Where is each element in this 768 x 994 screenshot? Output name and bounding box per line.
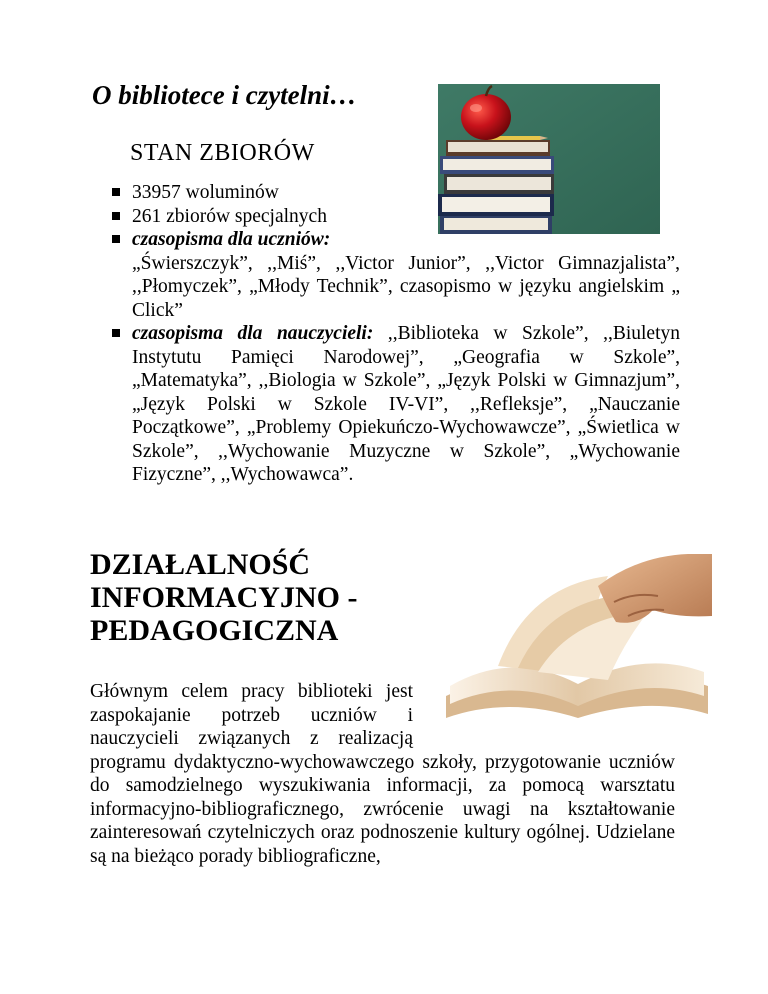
list-item (110, 228, 680, 322)
special-collections-count: 261 zbiorów specjalnych (132, 205, 327, 227)
student-magazines-label: czasopisma dla uczniów: (132, 229, 331, 250)
student-magazines-text: „Świerszczyk”, ,,Miś”, ,,Victor Junior”, ,,Victor Gimnazjalista”, ,,Płomyczek”, „Młody Technik”, czasopismo w języku angielskim „ Click” (132, 252, 680, 321)
page-title: O bibliotece i czytelni… (92, 80, 357, 110)
activity-heading (90, 548, 357, 647)
activity-heading-line: INFORMACYJNO - (90, 581, 358, 614)
list-item (110, 181, 680, 205)
activity-heading-line: DZIAŁALNOŚĆ (90, 548, 311, 581)
teacher-magazines-text: ,,Biblioteka w Szkole”, ,,Biuletyn Instytutu Pamięci Narodowej”, „Geografia w Szkole”, „Matematyka”, ,,Biologia w Szkole”, „Język Polski w Gimnazjum”, „Język Polski w Szkole IV-VI”, ,,Refleksje”, „Nauczanie Początkowe”, „Problemy Opiekuńczo-Wychowawcze”, „Świetlica w Szkole”, ,,Wychowanie Muzyczne w Szkole”, „Wychowanie Fizyczne”, ,,Wychowawca”. (132, 323, 681, 485)
collections-list (110, 181, 680, 487)
collections-heading: STAN ZBIORÓW (130, 140, 315, 166)
activity-heading-line: PEDAGOGICZNA (90, 614, 339, 647)
list-item (110, 205, 680, 229)
list-item (110, 322, 680, 487)
activity-body (90, 680, 675, 868)
volumes-count: 33957 woluminów (132, 182, 279, 203)
activity-body-text: Głównym celem pracy biblioteki jest zaspokajanie potrzeb uczniów i nauczycieli związanych z realizacją programu dydaktyczno-wychowawczego szkoły, przygotowanie uczniów do samodzielnego wyszukiwania informacji, za pomocą warsztatu informacyjno-bibliograficznego, zwrócenie uwagi na kształtowanie zainteresowań czytelniczych oraz podnoszenie kultury ogólnej. Udzielane są na bieżąco porady bibliograficzne, (90, 681, 675, 867)
image-wrap-spacer (413, 680, 675, 748)
teacher-magazines-label: czasopisma dla nauczycieli: (132, 323, 374, 344)
